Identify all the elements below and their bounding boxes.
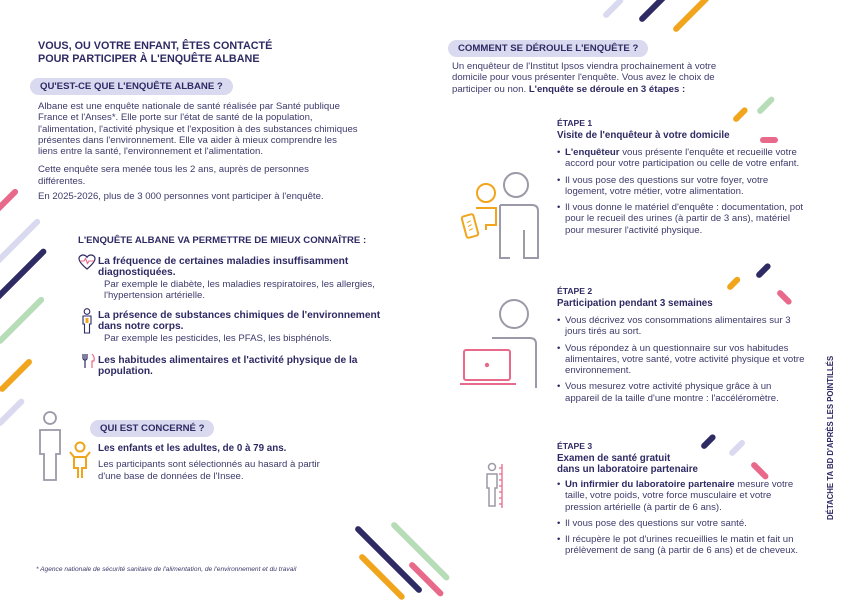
knows-item-1-text: Par exemple le diabète, les maladies respiratoires, les allergies, l'hypertension artérielle. bbox=[104, 278, 375, 302]
person-chemical-icon bbox=[80, 308, 94, 339]
knows-item-2-bold: La présence de substances chimiques de l'environnement dans notre corps. bbox=[98, 310, 381, 333]
knows-item-3 bbox=[98, 355, 388, 378]
step-3-bullet-2: • Il vous pose des questions sur votre santé. bbox=[557, 518, 807, 529]
pill-how: COMMENT SE DÉROULE L'ENQUÊTE ? bbox=[448, 40, 648, 57]
main-title-line2: POUR PARTICIPER À L'ENQUÊTE ALBANE bbox=[38, 52, 260, 65]
who-section bbox=[98, 443, 338, 482]
step-3-bullet-1: • Un infirmier du laboratoire partenaire mesure votre taille, votre poids, votre force musculaire et votre pression artérielle (à partir de 6 ans). bbox=[557, 479, 807, 513]
interviewer-illustration bbox=[450, 170, 550, 265]
who-text: Les participants sont sélectionnés au hasard à partir d'une base de données de l'Insee. bbox=[98, 459, 320, 482]
pill-who: QUI EST CONCERNÉ ? bbox=[90, 420, 214, 437]
who-bold: Les enfants et les adultes, de 0 à 79 ans. bbox=[98, 443, 287, 454]
pill-what-is: QU'EST-CE QUE L'ENQUÊTE ALBANE ? bbox=[30, 78, 233, 95]
intro-paragraph-3: En 2025-2026, plus de 3 000 personnes vont participer à l'enquête. bbox=[38, 191, 324, 203]
height-scale-icon bbox=[482, 462, 506, 515]
step-3-label: ÉTAPE 3 bbox=[557, 441, 593, 451]
step-1-title: Visite de l'enquêteur à votre domicile bbox=[557, 130, 730, 141]
intro-section bbox=[38, 101, 358, 202]
knows-item-1 bbox=[98, 256, 388, 301]
step-3 bbox=[557, 441, 807, 562]
main-title-line1: VOUS, OU VOTRE ENFANT, ÊTES CONTACTÉ bbox=[38, 40, 273, 52]
knows-item-2-text: Par exemple les pesticides, les PFAS, les bisphénols. bbox=[104, 332, 332, 344]
heartbeat-icon bbox=[78, 254, 96, 275]
knows-item-3-bold: Les habitudes alimentaires et l'activité physique de la population. bbox=[98, 355, 358, 378]
step-2-bullet-3: • Vous mesurez votre activité physique grâce à un appareil de la taille d'une montre : l'accéléromètre. bbox=[557, 381, 807, 404]
knows-item-1-bold: La fréquence de certaines maladies insuffisamment diagnostiquées. bbox=[98, 256, 349, 279]
how-section bbox=[452, 61, 727, 95]
step-1-bullet-3: • Il vous donne le matériel d'enquête : documentation, pot pour le recueil des urines (à partir de 3 ans), matériel pour mesurer l'activité physique. bbox=[557, 202, 807, 236]
step-2-list bbox=[557, 315, 807, 404]
step-3-title bbox=[557, 453, 807, 475]
step-2-title: Participation pendant 3 semaines bbox=[557, 298, 713, 309]
step-1 bbox=[557, 118, 807, 241]
footnote: * Agence nationale de sécurité sanitaire de l'alimentation, de l'environnement et du travail bbox=[36, 566, 297, 573]
step-3-bullet-3: • Il récupère le pot d'urines recueillies le matin et fait un prélèvement de sang (à partir de 6 ans) et de cheveux. bbox=[557, 534, 807, 557]
laptop-illustration bbox=[458, 298, 538, 393]
step-3-title-line1: Examen de santé gratuit bbox=[557, 453, 671, 464]
step-1-bullet-1: • L'enquêteur vous présente l'enquête et recueille votre accord pour votre participation ou celle de votre enfant. bbox=[557, 147, 807, 170]
knows-title: L'ENQUÊTE ALBANE VA PERMETTRE DE MIEUX CONNAÎTRE : bbox=[78, 235, 367, 246]
step-2-bullet-2: • Vous répondez à un questionnaire sur vos habitudes alimentaires, votre santé, votre activité physique et votre environnement. bbox=[557, 343, 807, 377]
side-detach-text: DÉTACHE TA BD D'APRÈS LES POINTILLÉS bbox=[826, 355, 835, 520]
step-1-list bbox=[557, 147, 807, 236]
step-1-label: ÉTAPE 1 bbox=[557, 118, 593, 128]
how-text: Un enquêteur de l'Institut Ipsos viendra prochainement à votre domicile pour vous présenter l'enquête. Vous avez le choix de participer ou non. bbox=[452, 61, 717, 95]
step-2 bbox=[557, 286, 807, 409]
adult-child-icon bbox=[36, 410, 94, 487]
cutlery-icon bbox=[82, 353, 96, 374]
step-3-list bbox=[557, 479, 807, 557]
step-3-title-line2: dans un laboratoire partenaire bbox=[557, 464, 699, 475]
step-2-bullet-1: • Vous décrivez vos consommations alimentaires sur 3 jours tirés au sort. bbox=[557, 315, 807, 338]
step-1-bullet-2: • Il vous pose des questions sur votre foyer, votre logement, votre métier, votre alimentation. bbox=[557, 175, 807, 198]
main-title bbox=[38, 40, 272, 65]
intro-paragraph-2: Cette enquête sera menée tous les 2 ans, auprès de personnes différentes. bbox=[38, 164, 309, 187]
step-2-label: ÉTAPE 2 bbox=[557, 286, 593, 296]
how-bold: L'enquête se déroule en 3 étapes : bbox=[528, 83, 686, 95]
knows-item-2 bbox=[98, 310, 388, 344]
intro-paragraph-1: Albane est une enquête nationale de santé réalisée par Santé publique France et l'Anses*. Elle porte sur l'état de santé de la population, l'alimentation, l'activité physique et l'exposition à des substances chimiques présentes dans l'environnement. Elle va aider à mieux comprendre les liens entre la santé, l'environnement et l'alimentation. bbox=[38, 101, 358, 158]
